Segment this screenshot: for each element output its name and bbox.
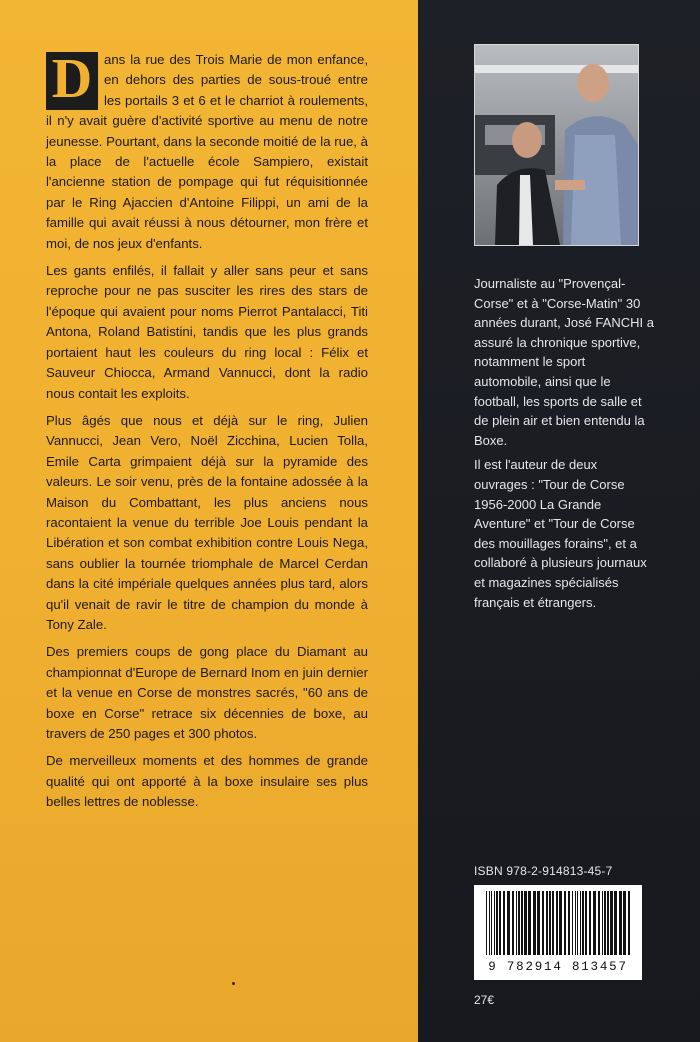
price-label: 27€ — [474, 993, 495, 1007]
bio-paragraph-1: Journaliste au "Provençal-Corse" et à "Corse-Matin" 30 années durant, José FANCHI a assuré la chronique sportive, notamment le sport automobile, ainsi que le football, les sports de salle et de plein air et bien entendu la Boxe. — [474, 276, 654, 448]
bio-paragraph-2: Il est l'auteur de deux ouvrages : "Tour de Corse 1956-2000 La Grande Aventure" et "Tour de Corse des mouillages forains", et a collaboré à plusieurs journaux et magazines spécialisés français et étrangers. — [474, 457, 647, 610]
barcode — [474, 885, 642, 980]
isbn-label: ISBN 978-2-914813-45-7 — [474, 864, 613, 878]
blurb-paragraph-1: D ans la rue des Trois Marie de mon enfance, en dehors des parties de sous-troué entre les portails 3 et 6 et le charriot à roulements, il n'y avait guère d'activité sportive au menu de notre jeunesse. Pourtant, dans la seconde moitié de la rue, à la place de l'actuelle école Sampiero, existait l'ancienne station de pompage qui fut réquisitionnée par le Ring Ajaccien d'Antoine Filippi, un ami de la famille qui avait réussi à nous détourner, mon frère et moi, de nos jeux d'enfants. — [46, 48, 368, 251]
dropcap: D — [46, 52, 98, 110]
blurb-paragraph-2: Les gants enfilés, il fallait y aller sans peur et sans reproche pour ne pas susciter les rires des stars de l'époque qui avaient pour noms Pierrot Pantalacci, Titi Antona, Roland Batistini, tandis que les plus grands portaient haut les couleurs du ring local : Félix et Sauveur Chiocca, Armand Vannucci, dont la radio nous contait les exploits. — [46, 263, 368, 401]
decorative-dot — [232, 982, 235, 985]
blurb-paragraph-4: Des premiers coups de gong place du Diamant au championnat d'Europe de Bernard Inom en juin dernier et la venue en Corse de monstres sacrés, "60 ans de boxe en Corse" retrace six décennies de boxe, au travers de 250 pages et 300 photos. — [46, 644, 368, 741]
author-photo-image — [475, 45, 638, 245]
author-bio — [474, 274, 654, 617]
blurb-paragraph-5: De merveilleux moments et des hommes de grande qualité qui ont apporté à la boxe insulaire ses plus belles lettres de noblesse. — [46, 753, 368, 810]
barcode-digits: 9 782914 813457 — [488, 960, 628, 974]
blurb-text — [46, 50, 368, 820]
barcode-bars — [474, 885, 642, 959]
blurb-paragraph-3: Plus âgés que nous et déjà sur le ring, Julien Vannucci, Jean Vero, Noël Zicchina, Lucien Tolla, Emile Carta grimpaient déjà sur la pyramide des valeurs. Le soir venu, près de la fontaine adossée à la Maison du Combattant, les plus anciens nous racontaient la venue du terrible Joe Louis pendant la Libération et son combat exhibition contre Louis Nega, sans oublier la tournée triomphale de Marcel Cerdan dans la cité impériale quelques années plus tard, alors qu'il venait de ravir le titre de champion du monde à Tony Zale. — [46, 412, 368, 632]
author-photo — [474, 44, 639, 246]
